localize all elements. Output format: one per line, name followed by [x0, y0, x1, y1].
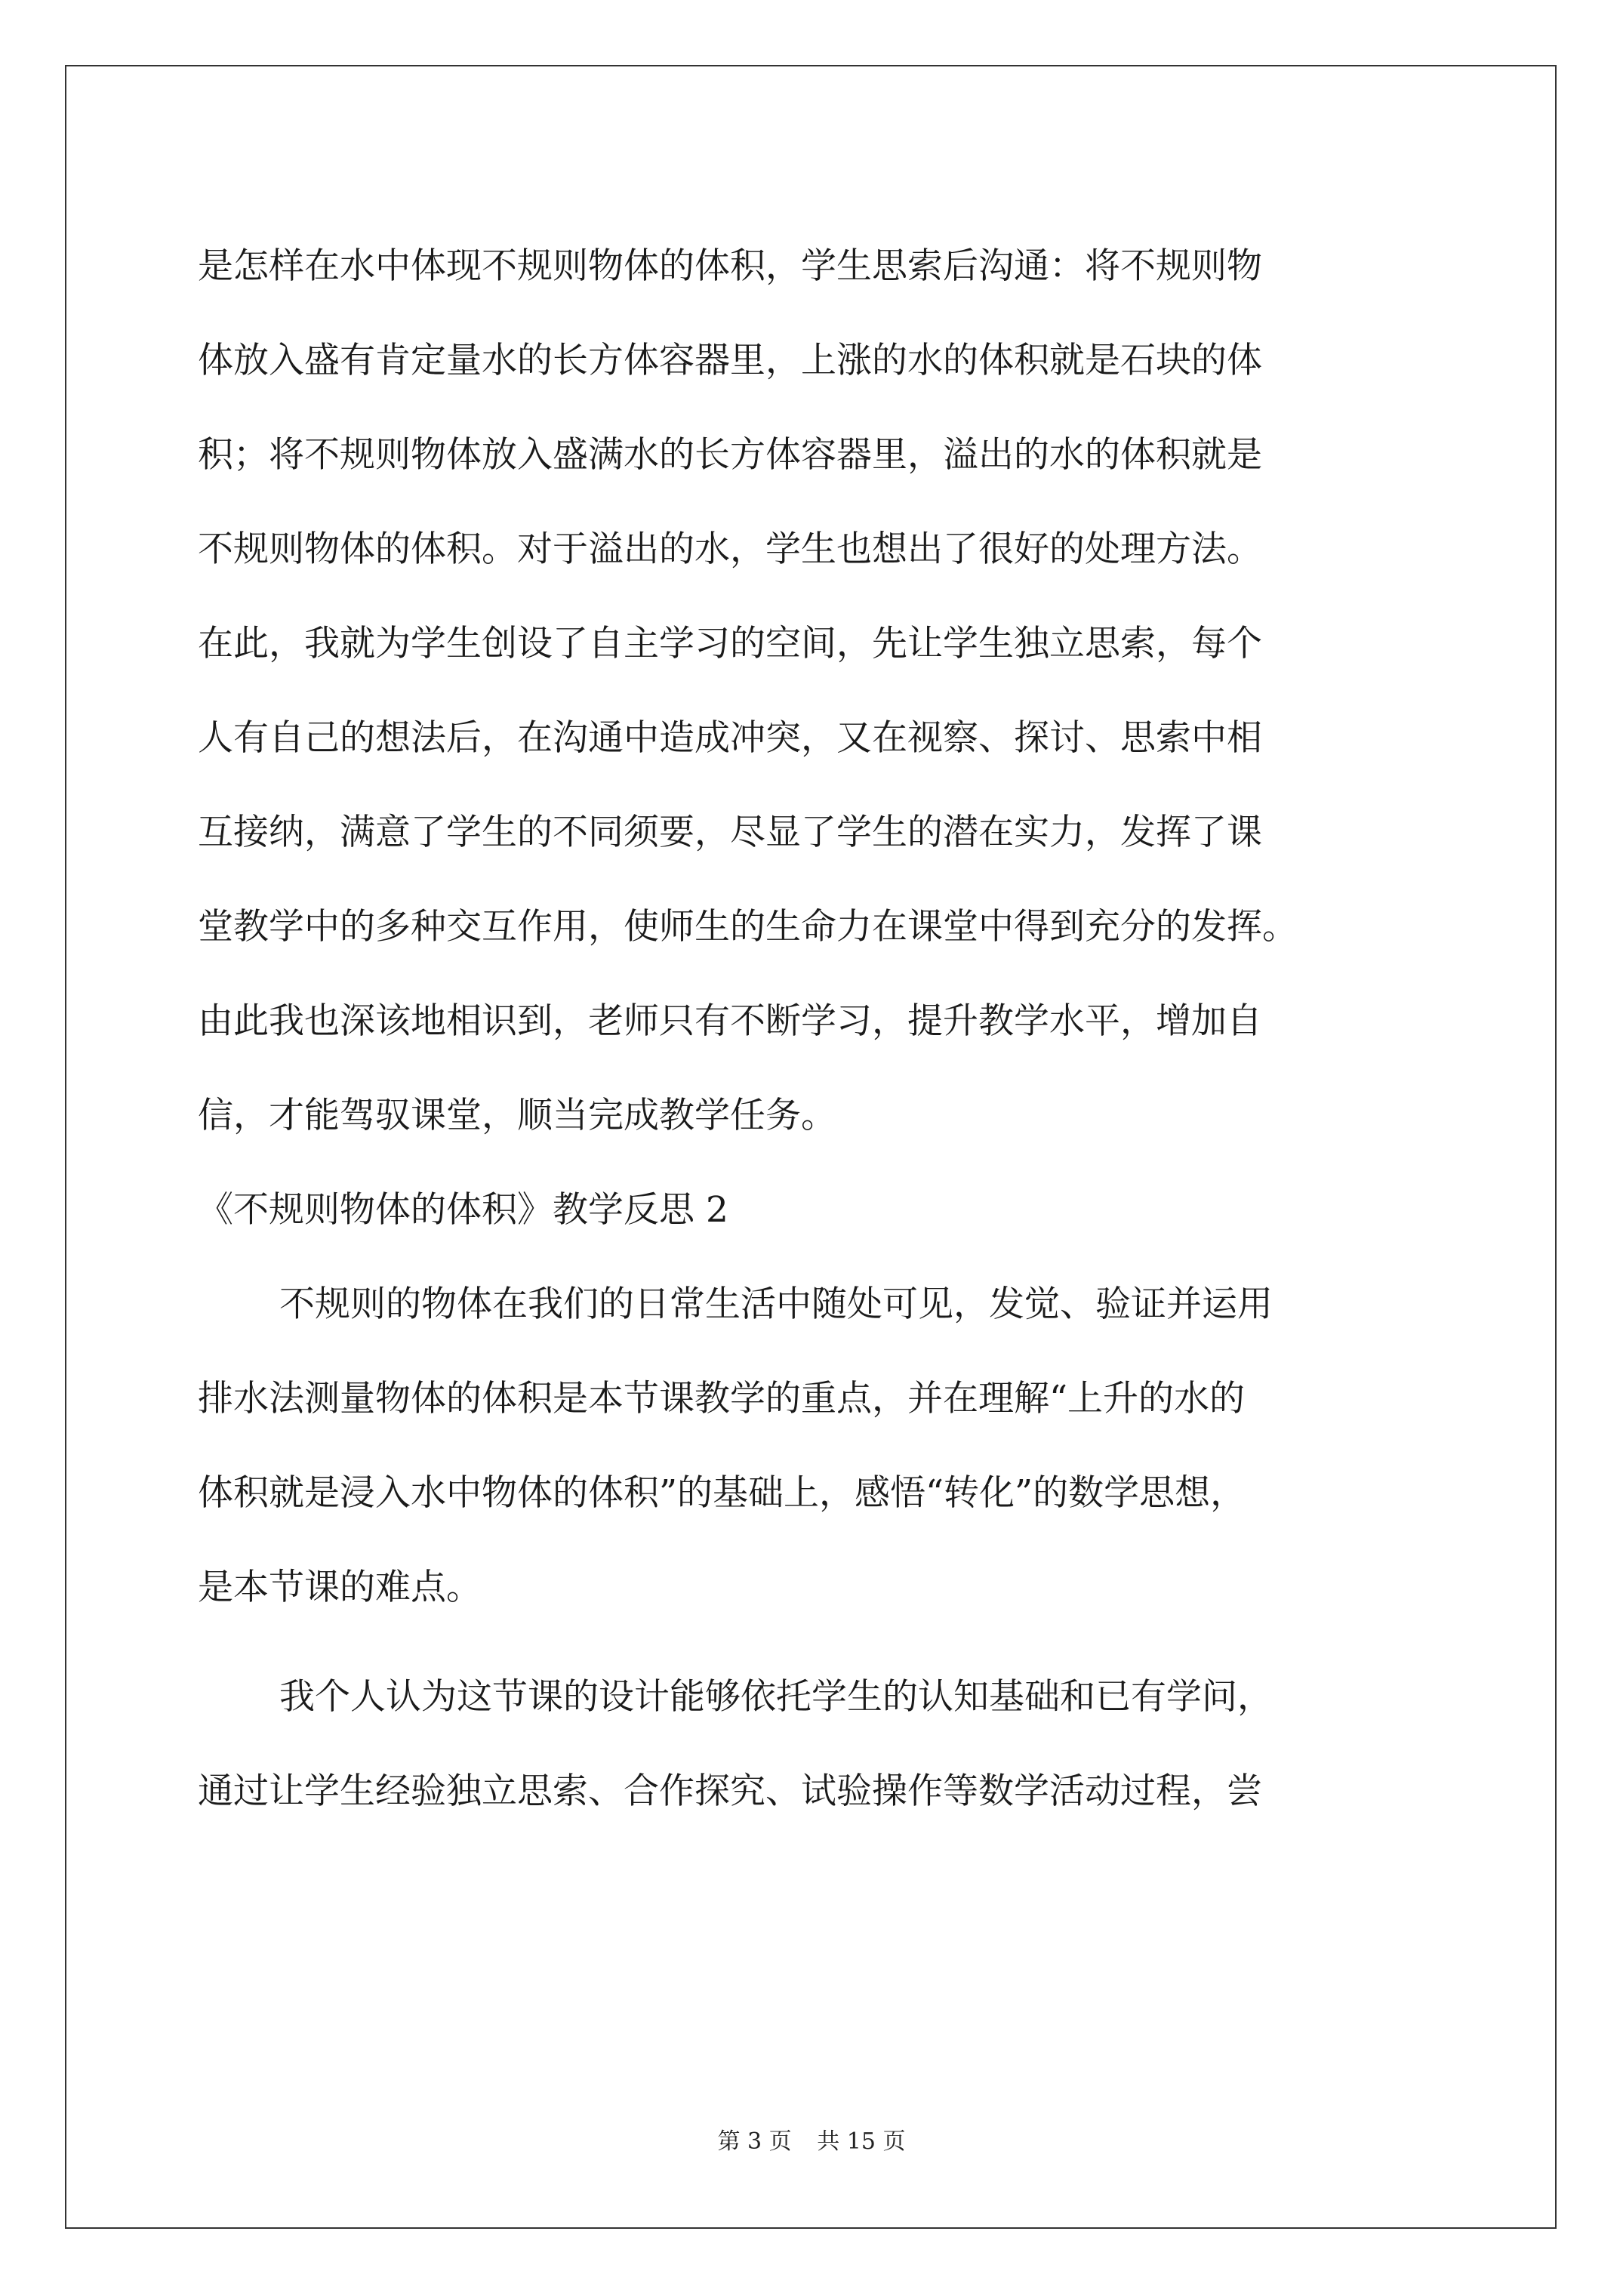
text-line: 是怎样在水中体现不规则物体的体积，学生思索后沟通：将不规则物 — [198, 245, 1262, 287]
text-line: 体放入盛有肯定量水的长方体容器里，上涨的水的体积就是石块的体 — [198, 340, 1262, 381]
text-line: 通过让学生经验独立思索、合作探究、试验操作等数学活动过程，尝 — [198, 1771, 1262, 1812]
text-line: 我个人认为这节课的设计能够依托学生的认知基础和已有学问， — [279, 1676, 1273, 1718]
text-line: 不规则的物体在我们的日常生活中随处可见，发觉、验证并运用 — [279, 1284, 1273, 1325]
text-line: 人有自己的想法后，在沟通中造成冲突，又在视察、探讨、思索中相 — [198, 717, 1262, 759]
paragraph-1 — [198, 219, 1436, 1163]
text-line: 体积就是浸入水中物体的体积”的基础上，感悟“转化”的数学思想， — [198, 1472, 1246, 1514]
text-line: 排水法测量物体的体积是本节课教学的重点，并在理解“上升的水的 — [198, 1378, 1246, 1419]
section-heading: 《不规则物体的体积》教学反思 2 — [198, 1189, 728, 1231]
text-line: 不规则物体的体积。对于溢出的水，学生也想出了很好的处理方法。 — [198, 529, 1262, 570]
text-line: 是本节课的难点。 — [198, 1567, 482, 1608]
page-footer — [0, 2122, 1623, 2156]
paragraph-2 — [198, 1257, 1436, 1635]
text-line: 由此我也深该地相识到，老师只有不断学习，提升教学水平，增加自 — [198, 1000, 1262, 1042]
page-total: 共 15 页 — [817, 2128, 906, 2155]
paragraph-gap — [198, 1635, 1436, 1650]
text-line: 积；将不规则物体放入盛满水的长方体容器里，溢出的水的体积就是 — [198, 434, 1262, 476]
paragraph-3 — [198, 1650, 1436, 1838]
text-line: 信，才能驾驭课堂，顺当完成教学任务。 — [198, 1095, 836, 1136]
text-line: 在此，我就为学生创设了自主学习的空间，先让学生独立思索，每个 — [198, 623, 1262, 664]
text-line: 互接纳，满意了学生的不同须要，尽显了学生的潜在实力，发挥了课 — [198, 812, 1262, 853]
text-line: 堂教学中的多种交互作用，使师生的生命力在课堂中得到充分的发挥。 — [198, 906, 1298, 948]
page-number: 第 3 页 — [717, 2128, 792, 2155]
document-body — [198, 219, 1436, 1838]
